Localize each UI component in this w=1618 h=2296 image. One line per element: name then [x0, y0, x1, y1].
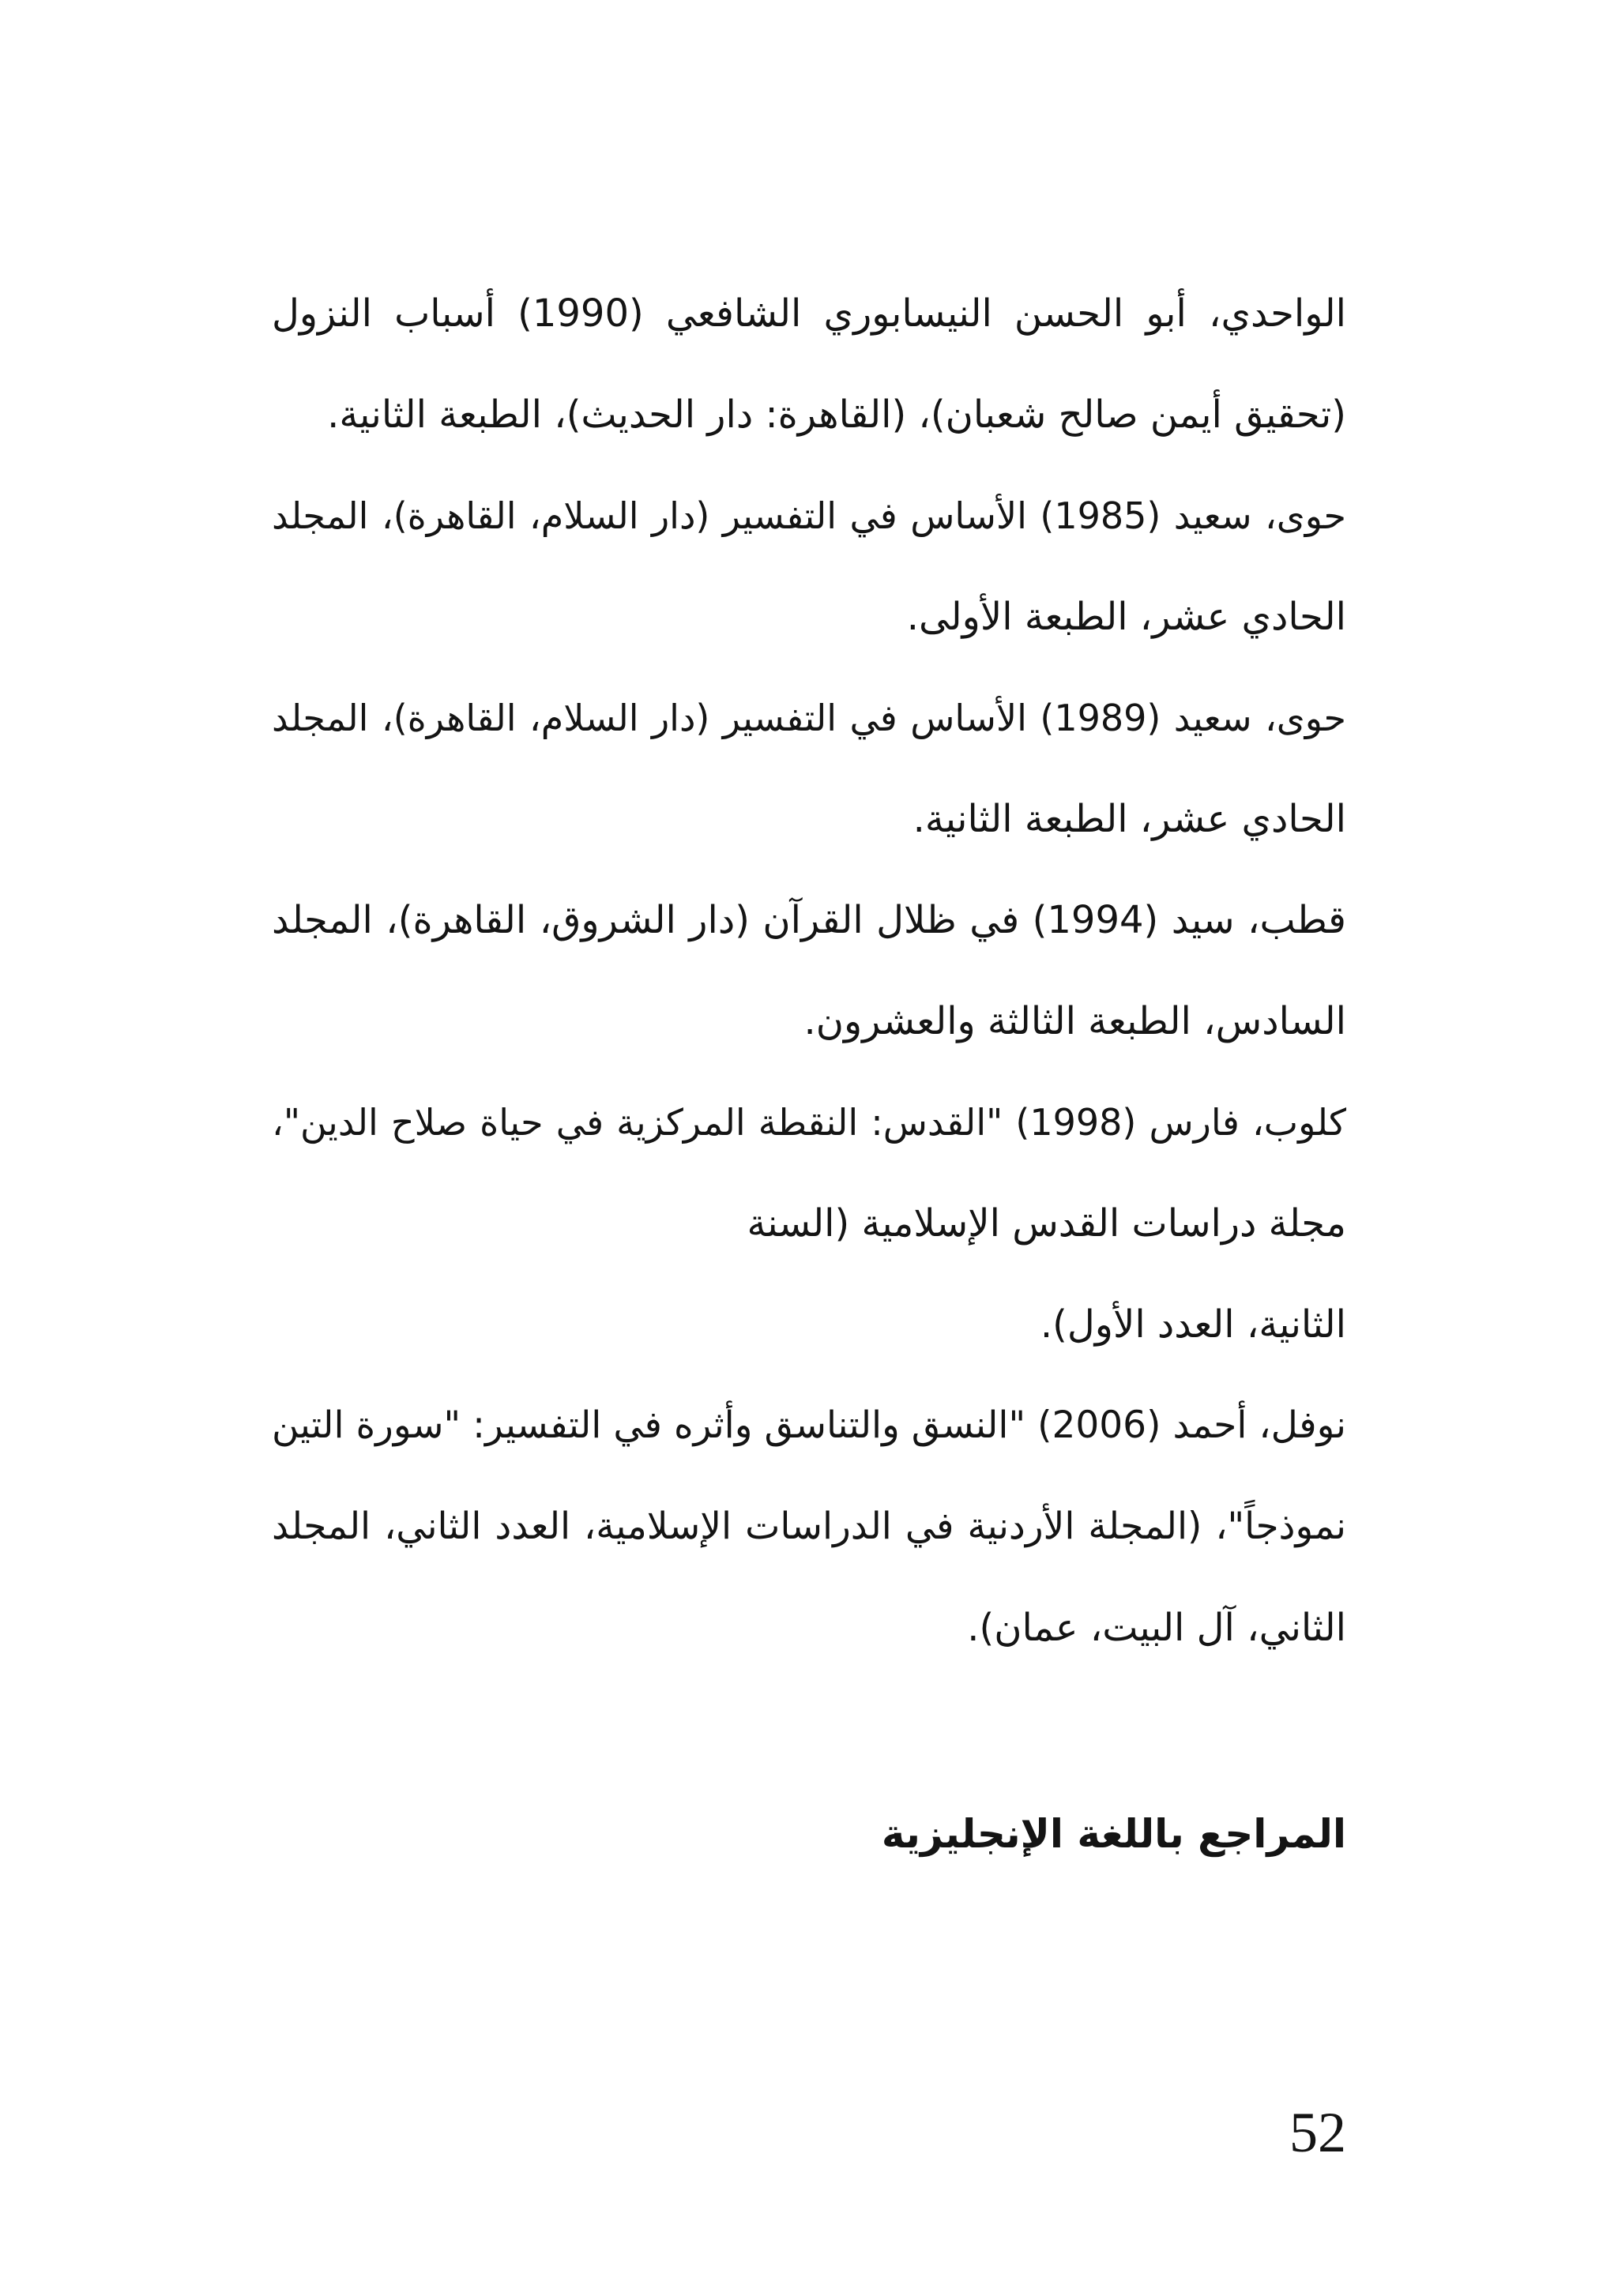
reference-line — [272, 1173, 1346, 1274]
reference-line-text: (تحقيق أيمن صالح شعبان)، (القاهرة: دار الحديث)، الطبعة الثانية. — [327, 393, 1346, 437]
reference-line — [272, 1072, 1346, 1173]
reference-entry — [272, 667, 1346, 870]
reference-line — [272, 870, 1346, 971]
reference-line-text: حوى، سعيد (1985) الأساس في التفسير (دار السلام، القاهرة)، المجلد — [272, 494, 1346, 537]
reference-line — [272, 465, 1346, 566]
reference-entry — [272, 465, 1346, 667]
reference-line — [272, 1577, 1346, 1678]
reference-line — [272, 566, 1346, 667]
reference-line-text: قطب، سيد (1994) في ظلال القرآن (دار الشروق، القاهرة)، المجلد — [272, 898, 1346, 942]
reference-line — [272, 768, 1346, 870]
reference-line-text: كلوب، فارس (1998) "القدس: النقطة المركزية في حياة صلاح الدين"، — [272, 1101, 1346, 1144]
reference-line — [272, 667, 1346, 768]
reference-line-text: السادس، الطبعة الثالثة والعشرون. — [803, 999, 1346, 1043]
section-heading: المراجع باللغة الإنجليزية — [881, 1811, 1346, 1857]
reference-line — [272, 364, 1346, 465]
references-list — [272, 263, 1346, 1678]
page-number: 52 — [1289, 2101, 1346, 2164]
reference-line-text: الحادي عشر، الطبعة الأولى. — [906, 595, 1346, 639]
reference-line — [272, 1274, 1346, 1375]
reference-line-text: مجلة دراسات القدس الإسلامية (السنة — [747, 1201, 1346, 1246]
reference-line — [272, 971, 1346, 1072]
reference-line-text: نموذجاً"، (المجلة الأردنية في الدراسات الإسلامية، العدد الثاني، المجلد — [272, 1505, 1346, 1548]
reference-line-text: الثانية، العدد الأول). — [1040, 1302, 1346, 1347]
reference-line-text: نوفل، أحمد (2006) "النسق والتناسق وأثره في التفسير: "سورة التين — [272, 1404, 1347, 1447]
reference-line-text: الحادي عشر، الطبعة الثانية. — [912, 797, 1346, 841]
reference-line-text: حوى، سعيد (1989) الأساس في التفسير (دار السلام، القاهرة)، المجلد — [272, 697, 1346, 739]
reference-line — [272, 1375, 1346, 1476]
reference-line — [272, 1476, 1346, 1577]
reference-line-text: الثاني، آل البيت، عمان). — [967, 1606, 1346, 1650]
reference-entry — [272, 1072, 1346, 1375]
reference-line — [272, 263, 1346, 364]
reference-line-text: الواحدي، أبو الحسن النيسابوري الشافعي (1990) أسباب النزول — [272, 291, 1346, 336]
reference-entry — [272, 1375, 1346, 1678]
reference-entry — [272, 263, 1346, 465]
reference-entry — [272, 870, 1346, 1072]
